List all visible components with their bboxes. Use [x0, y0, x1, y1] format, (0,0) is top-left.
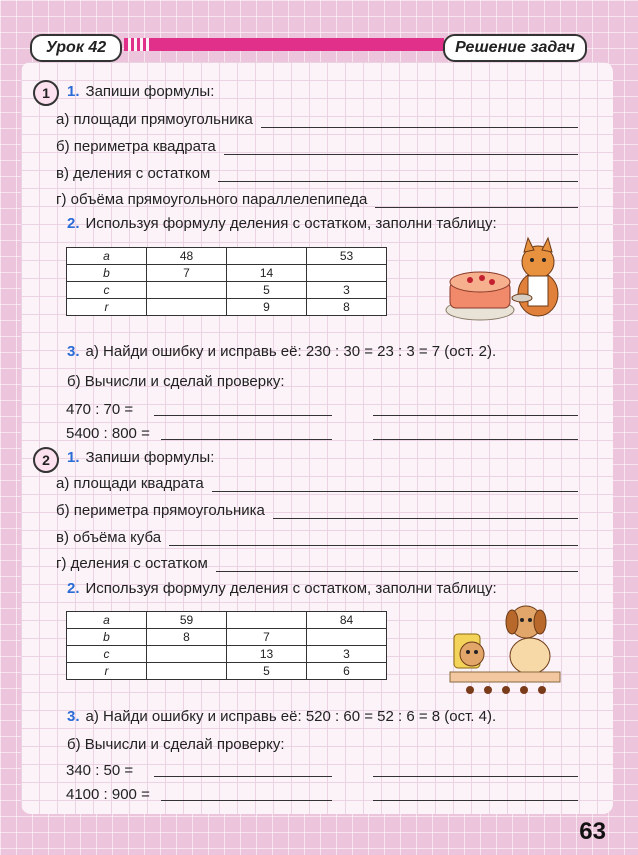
- v1-check-line[interactable]: [373, 415, 578, 416]
- v2-formula-label: в) объёма куба: [56, 529, 162, 546]
- v2-remainder-table: [66, 611, 387, 680]
- table-row: [67, 299, 387, 316]
- table-cell[interactable]: 6: [307, 663, 387, 680]
- v1-formula-row: [56, 138, 578, 155]
- v1-answer-line[interactable]: [218, 167, 578, 182]
- table-cell[interactable]: 8: [307, 299, 387, 316]
- v1-formula-row: [56, 165, 578, 182]
- table-cell[interactable]: 48: [147, 248, 227, 265]
- table-row: [67, 265, 387, 282]
- table-cell[interactable]: 8: [147, 629, 227, 646]
- v1-answer-line[interactable]: [224, 140, 578, 155]
- v2-task3-line-b: б) Вычисли и сделай проверку:: [67, 736, 285, 753]
- header-bar: [124, 38, 444, 51]
- table-row: [67, 612, 387, 629]
- v1-check-line[interactable]: [373, 439, 578, 440]
- v2-task2-heading: [67, 580, 497, 597]
- table-cell[interactable]: 5: [227, 282, 307, 299]
- table-cell: a: [67, 248, 147, 265]
- lesson-label: Урок 42: [30, 34, 122, 62]
- v2-task1-number: 1.: [67, 449, 80, 466]
- table-row: [67, 663, 387, 680]
- v1-formula-label: б) периметра квадрата: [56, 138, 216, 155]
- v1-task3-number: 3.: [67, 343, 80, 360]
- v1-answer-line[interactable]: [154, 415, 332, 416]
- v1-task2-number: 2.: [67, 215, 80, 232]
- v2-check-line[interactable]: [373, 776, 578, 777]
- v1-remainder-table: [66, 247, 387, 316]
- v1-formula-row: [56, 111, 578, 128]
- v1-equation-2: 5400 : 800 =: [66, 425, 150, 442]
- table-cell[interactable]: [227, 612, 307, 629]
- v1-formula-label: в) деления с остатком: [56, 165, 211, 182]
- v2-task3-number: 3.: [67, 708, 80, 725]
- table-cell[interactable]: 3: [307, 282, 387, 299]
- cat-with-cake-icon: [440, 232, 570, 332]
- table-row: [67, 282, 387, 299]
- table-cell: c: [67, 282, 147, 299]
- v1-task1-number: 1.: [67, 83, 80, 100]
- v1-task1-heading: [67, 83, 214, 100]
- table-cell[interactable]: 59: [147, 612, 227, 629]
- v2-task3-heading: [67, 708, 496, 725]
- table-cell[interactable]: 53: [307, 248, 387, 265]
- table-cell: r: [67, 663, 147, 680]
- table-cell[interactable]: 5: [227, 663, 307, 680]
- table-cell[interactable]: 7: [227, 629, 307, 646]
- table-cell[interactable]: [147, 663, 227, 680]
- v2-equation-2: 4100 : 900 =: [66, 786, 150, 803]
- v2-answer-line[interactable]: [212, 477, 578, 492]
- v1-formula-label: г) объёма прямоугольного параллелепипеда: [56, 191, 368, 208]
- v2-formula-label: а) площади квадрата: [56, 475, 204, 492]
- table-row: [67, 629, 387, 646]
- variant-2-badge: 2: [33, 447, 59, 473]
- table-cell: b: [67, 629, 147, 646]
- v2-task2-title: Используя формулу деления с остатком, заполни таблицу:: [85, 580, 497, 597]
- table-cell[interactable]: 7: [147, 265, 227, 282]
- v2-formula-label: б) периметра прямоугольника: [56, 502, 265, 519]
- table-cell: b: [67, 265, 147, 282]
- v2-check-line[interactable]: [373, 800, 578, 801]
- table-cell[interactable]: 3: [307, 646, 387, 663]
- variant-1-badge: 1: [33, 80, 59, 106]
- table-cell[interactable]: [147, 282, 227, 299]
- v2-task3-line-a: а) Найди ошибку и исправь её: 520 : 60 = 52 : 6 = 8 (ост. 4).: [85, 708, 497, 725]
- v1-answer-line[interactable]: [261, 113, 578, 128]
- table-cell[interactable]: 84: [307, 612, 387, 629]
- table-cell[interactable]: [227, 248, 307, 265]
- v2-formula-row: [56, 555, 578, 572]
- table-cell: a: [67, 612, 147, 629]
- v1-formula-row: [56, 191, 578, 208]
- table-cell[interactable]: [147, 646, 227, 663]
- v2-formula-row: [56, 475, 578, 492]
- v2-task1-title: Запиши формулы:: [85, 449, 215, 466]
- v1-equation-1: 470 : 70 =: [66, 401, 134, 418]
- v2-formula-row: [56, 502, 578, 519]
- table-cell[interactable]: 9: [227, 299, 307, 316]
- table-cell: r: [67, 299, 147, 316]
- table-cell[interactable]: [307, 265, 387, 282]
- v2-answer-line[interactable]: [161, 800, 332, 801]
- v2-answer-line[interactable]: [154, 776, 332, 777]
- table-cell[interactable]: [147, 299, 227, 316]
- table-row: [67, 248, 387, 265]
- v1-task1-title: Запиши формулы:: [85, 83, 215, 100]
- v1-task3-line-b: б) Вычисли и сделай проверку:: [67, 373, 285, 390]
- table-cell: c: [67, 646, 147, 663]
- v1-task3-heading: [67, 343, 496, 360]
- v1-task2-title: Используя формулу деления с остатком, заполни таблицу:: [85, 215, 497, 232]
- v2-equation-1: 340 : 50 =: [66, 762, 134, 779]
- topic-label: Решение задач: [443, 34, 587, 62]
- v2-formula-row: [56, 529, 578, 546]
- table-cell[interactable]: 14: [227, 265, 307, 282]
- v1-answer-line[interactable]: [161, 439, 332, 440]
- v1-formula-label: а) площади прямоугольника: [56, 111, 253, 128]
- table-cell[interactable]: 13: [227, 646, 307, 663]
- table-cell[interactable]: [307, 629, 387, 646]
- v1-task3-line-a: а) Найди ошибку и исправь её: 230 : 30 = 23 : 3 = 7 (ост. 2).: [85, 343, 497, 360]
- dog-with-cakes-icon: [440, 598, 570, 698]
- v1-task2-heading: [67, 215, 497, 232]
- v2-task2-number: 2.: [67, 580, 80, 597]
- v2-formula-label: г) деления с остатком: [56, 555, 208, 572]
- v2-answer-line[interactable]: [169, 531, 578, 546]
- header-ticks: [128, 38, 149, 51]
- table-row: [67, 646, 387, 663]
- page-number: 63: [579, 818, 606, 845]
- v2-answer-line[interactable]: [273, 504, 578, 519]
- v1-answer-line[interactable]: [375, 193, 578, 208]
- v2-answer-line[interactable]: [216, 557, 578, 572]
- v2-task1-heading: [67, 449, 214, 466]
